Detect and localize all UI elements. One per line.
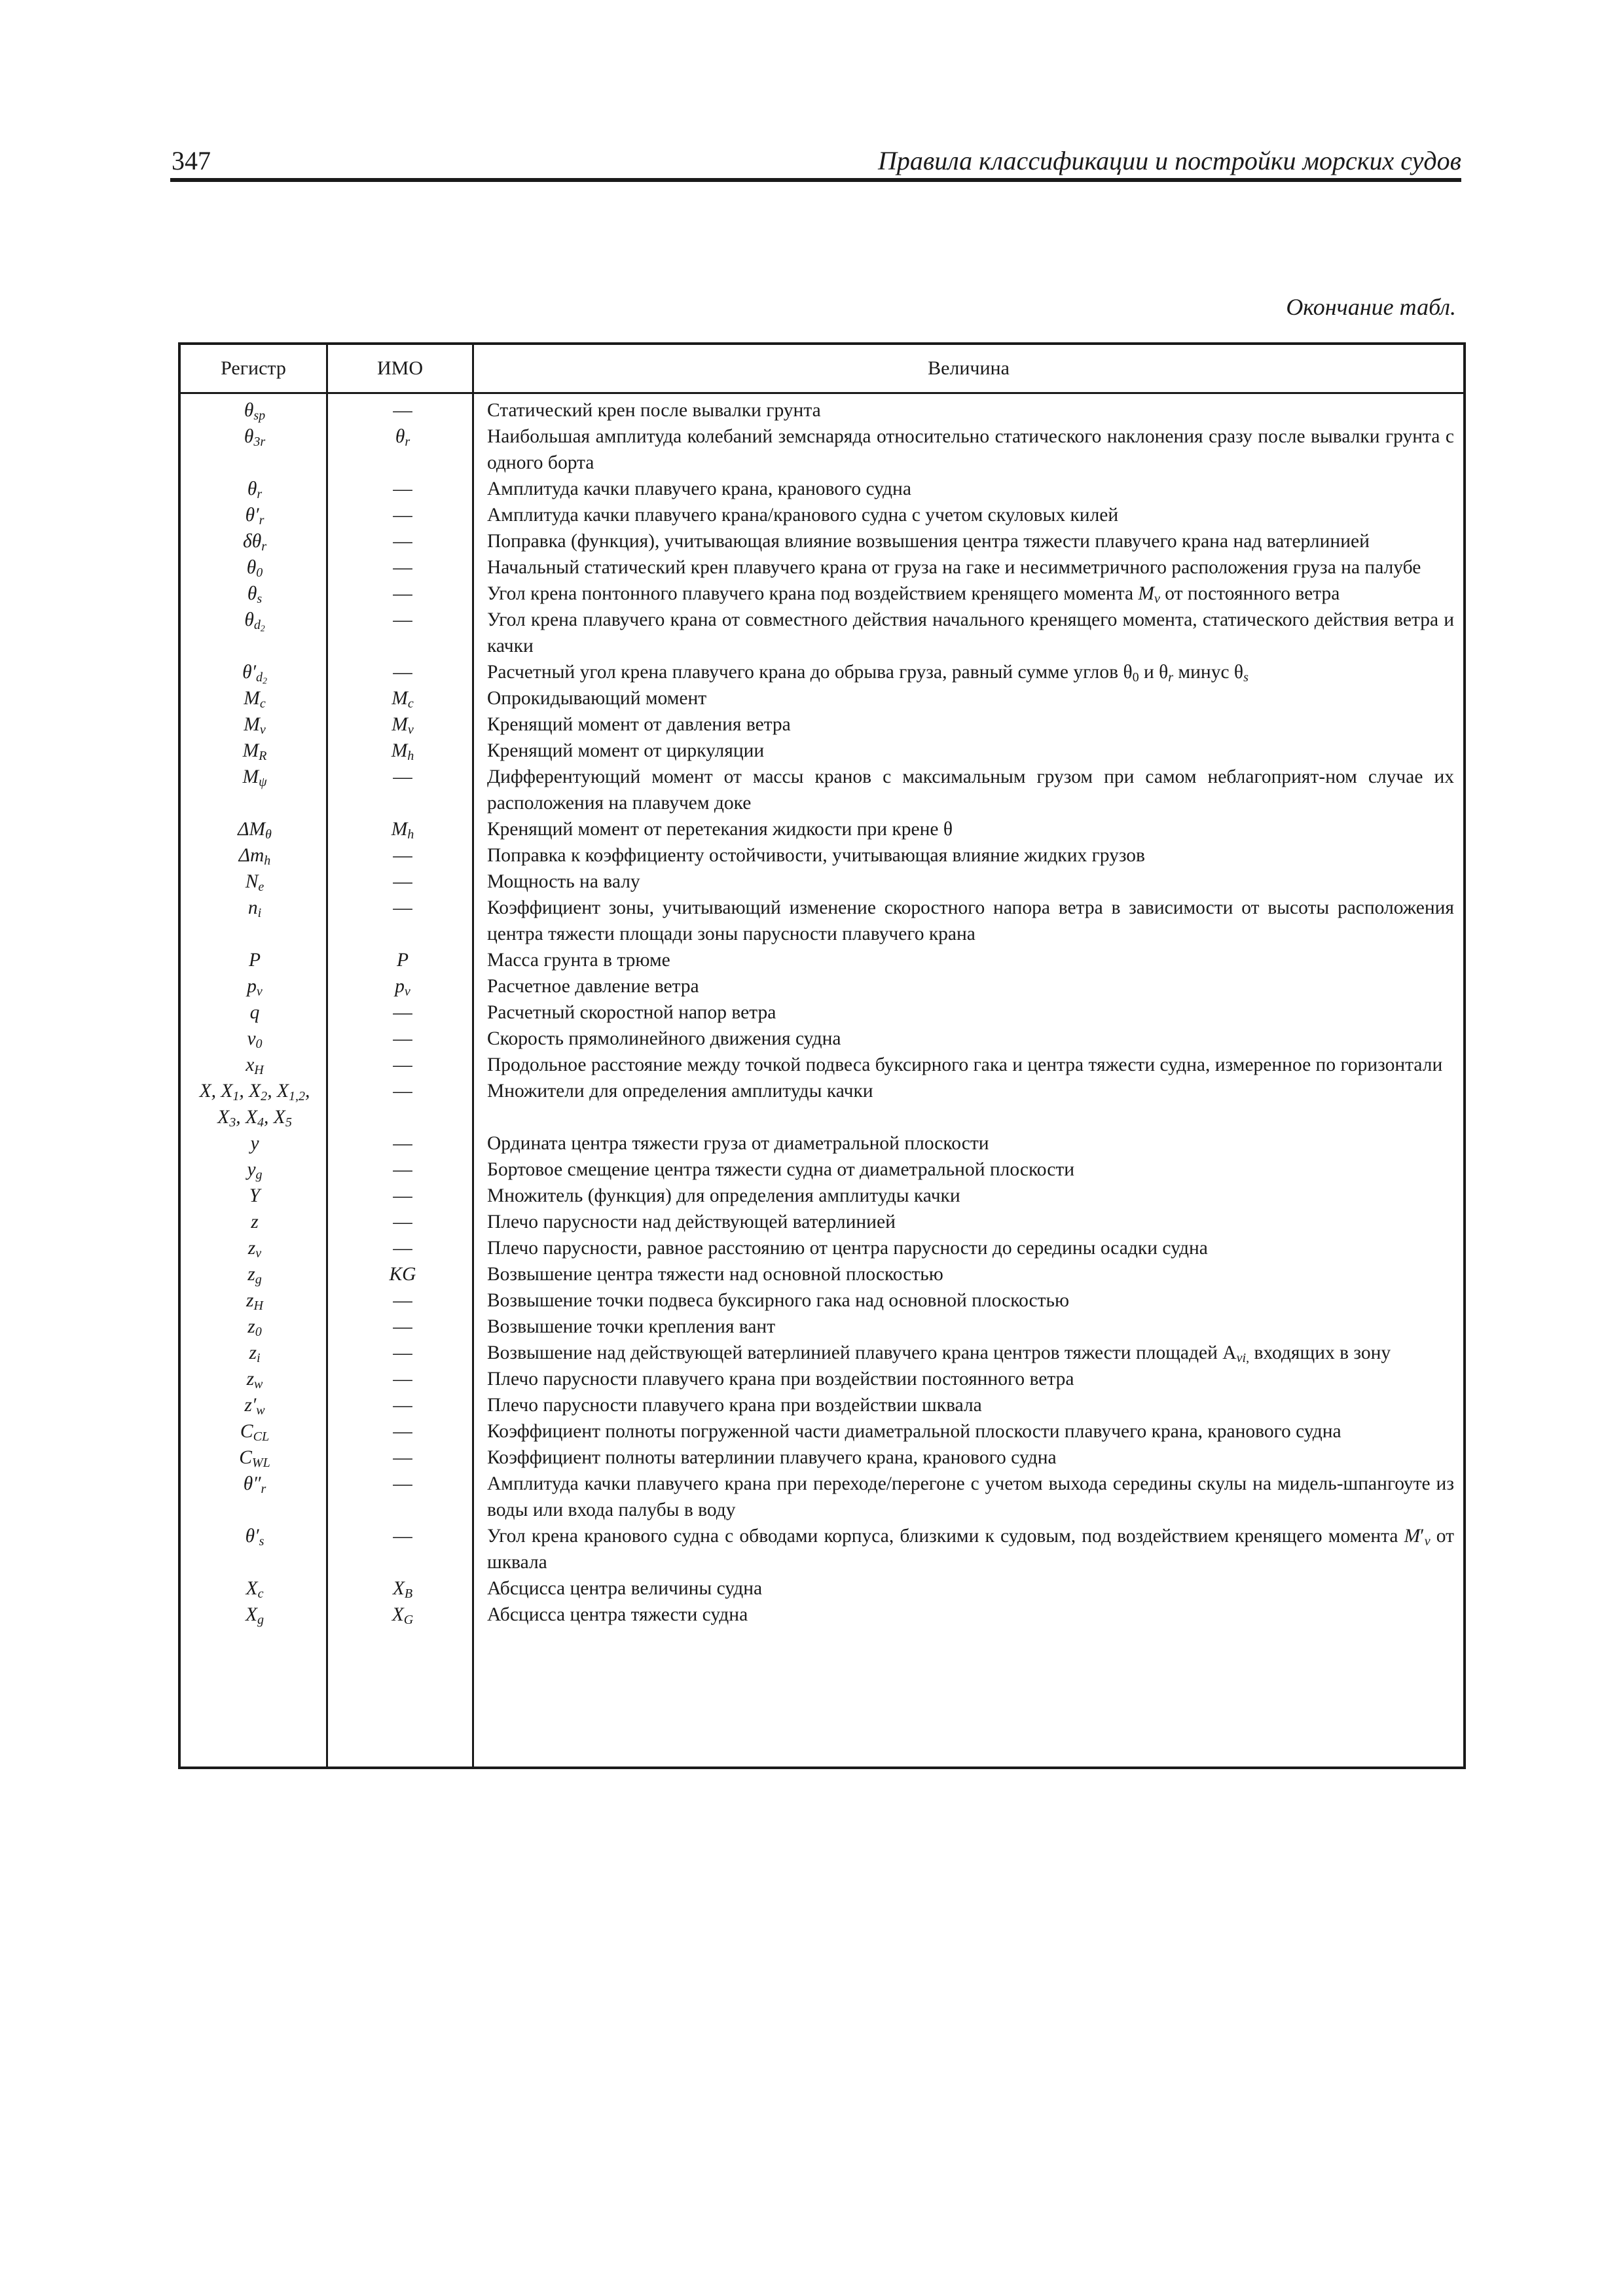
register-symbol: $z_w$ (246, 1369, 263, 1391)
table-row (181, 1340, 1463, 1366)
table-row (181, 1052, 1463, 1078)
quantity-description: Дифферентующий момент от массы кранов с максимальным грузом при самом неблагоприят-ном случае их расположения на плавучем доке (487, 766, 1454, 814)
imo-symbol: P (396, 950, 409, 971)
quantity-description: Угол крена кранового судна с обводами корпуса, близкими к судовым, под воздействием кренящего момента $M'_v$ от шквала (487, 1526, 1454, 1573)
quantity-description: Начальный статический крен плавучего крана от груза на гаке и несимметричного расположения груза на палубе (487, 557, 1421, 578)
imo-symbol: — (393, 1290, 412, 1311)
imo-symbol: — (393, 871, 412, 892)
header-divider (181, 392, 1463, 394)
register-symbol: $z_0$ (247, 1316, 262, 1339)
table-row (181, 1444, 1463, 1471)
register-symbol: $z'_w$ (244, 1395, 265, 1418)
register-symbol: $p_v$ (247, 976, 263, 999)
quantity-description: Поправка к коэффициенту остойчивости, учитывающая влияние жидких грузов (487, 845, 1145, 866)
imo-symbol: — (393, 1028, 412, 1049)
quantity-description: Ордината центра тяжести груза от диаметральной плоскости (487, 1133, 989, 1154)
register-symbol: $\theta'_r$ (245, 505, 264, 528)
imo-symbol: — (393, 531, 412, 552)
imo-symbol: — (393, 1526, 412, 1547)
register-symbol: $\theta'_{d_2}$ (242, 662, 267, 686)
imo-symbol: — (393, 1395, 412, 1416)
imo-symbol: $M_c$ (392, 688, 414, 711)
imo-symbol: — (393, 845, 412, 866)
table-caption: Окончание табл. (1286, 294, 1456, 320)
register-symbol: $X_g$ (245, 1604, 264, 1627)
imo-symbol: — (393, 1421, 412, 1442)
register-symbol: $\Delta M_\theta$ (238, 819, 272, 842)
register-symbol: $N_e$ (245, 871, 264, 894)
register-symbol: $\theta_{sp}$ (244, 400, 266, 423)
imo-symbol: — (393, 1342, 412, 1363)
register-symbol: $\theta''_r$ (243, 1473, 266, 1496)
register-symbol: $\theta_{d_2}$ (244, 609, 265, 634)
quantity-description: Коэффициент полноты погруженной части диаметральной плоскости плавучего крана, кранового судна (487, 1421, 1341, 1442)
quantity-description: Коэффициент зоны, учитывающий изменение скоростного напора ветра в зависимости от высоты расположения центра тяжести площади зоны парусности плавучего крана (487, 897, 1454, 944)
quantity-description: Амплитуда качки плавучего крана/кранового судна с учетом скуловых килей (487, 505, 1119, 526)
table-row (181, 947, 1463, 973)
quantity-description: Плечо парусности, равное расстоянию от центра парусности до середины осадки судна (487, 1238, 1208, 1259)
register-symbol: $C_{CL}$ (240, 1421, 270, 1444)
register-symbol: y (250, 1133, 259, 1154)
quantity-description: Плечо парусности плавучего крана при воздействии постоянного ветра (487, 1369, 1074, 1390)
register-symbol: $M_\psi$ (242, 766, 267, 789)
imo-symbol: — (393, 897, 412, 918)
table-row (181, 1314, 1463, 1340)
table-row (181, 1392, 1463, 1418)
quantity-description: Абсцисса центра величины судна (487, 1578, 763, 1599)
register-symbol: $\theta_{3r}$ (244, 426, 266, 449)
table-row (181, 738, 1463, 764)
imo-symbol: $M_h$ (391, 740, 414, 763)
table-row (181, 1287, 1463, 1314)
register-symbol: $y_g$ (247, 1159, 263, 1182)
table-row (181, 816, 1463, 842)
register-symbol: $C_{WL}$ (239, 1447, 270, 1470)
register-symbol: X, $X_1$, $X_2$, $X_{1,2}$, $X_3$, $X_4$, $X_5$ (199, 1081, 310, 1130)
table-row (181, 1235, 1463, 1261)
quantity-description: Кренящий момент от перетекания жидкости при крене θ (487, 819, 953, 840)
header-rule (170, 178, 1461, 182)
column-header-imo: ИМО (376, 357, 423, 379)
table-row (181, 1026, 1463, 1052)
imo-symbol: — (393, 1133, 412, 1154)
table-row (181, 711, 1463, 738)
table-row (181, 1418, 1463, 1444)
table-row (181, 607, 1463, 659)
quantity-description: Наибольшая амплитуда колебаний земснаряда относительно статического наклонения сразу после вывалки грунта с одного борта (487, 426, 1454, 473)
imo-symbol: $p_v$ (395, 976, 410, 999)
quantity-description: Статический крен после вывалки грунта (487, 400, 821, 421)
table-row (181, 528, 1463, 554)
imo-symbol: — (393, 766, 412, 787)
quantity-description: Расчетный скоростной напор ветра (487, 1002, 776, 1023)
table-row (181, 869, 1463, 895)
imo-symbol: — (393, 400, 412, 421)
quantity-description: Скорость прямолинейного движения судна (487, 1028, 841, 1049)
register-symbol: $\theta_r$ (247, 478, 263, 501)
imo-symbol: — (393, 505, 412, 526)
table-row (181, 554, 1463, 581)
imo-symbol: — (393, 1238, 412, 1259)
symbols-table (178, 342, 1466, 1769)
table-row (181, 1523, 1463, 1575)
table-row (181, 895, 1463, 947)
imo-symbol: $X_G$ (392, 1604, 414, 1627)
quantity-description: Абсцисса центра тяжести судна (487, 1604, 748, 1625)
register-symbol: $M_v$ (244, 714, 266, 737)
imo-symbol: — (393, 1316, 412, 1337)
imo-symbol: — (393, 609, 412, 630)
table-row (181, 397, 1463, 423)
quantity-description: Расчетное давление ветра (487, 976, 699, 997)
imo-symbol: — (393, 662, 412, 683)
register-symbol: $v_0$ (247, 1028, 263, 1051)
imo-symbol: $M_h$ (391, 819, 414, 842)
table-row (181, 1157, 1463, 1183)
register-symbol: $\Delta m_h$ (238, 845, 271, 868)
imo-symbol: — (393, 1081, 412, 1102)
imo-symbol: — (393, 1185, 412, 1206)
table-row (181, 423, 1463, 476)
quantity-description: Угол крена понтонного плавучего крана под воздействием кренящего момента $M_v$ от постоянного ветра (487, 583, 1340, 606)
register-symbol: q (249, 1002, 260, 1023)
imo-symbol: $M_v$ (392, 714, 414, 737)
register-symbol: $\theta_s$ (247, 583, 263, 606)
quantity-description: Опрокидывающий момент (487, 688, 707, 709)
table-row (181, 1471, 1463, 1523)
quantity-description: Кренящий момент от давления ветра (487, 714, 791, 735)
imo-symbol: — (393, 1369, 412, 1390)
table-row (181, 476, 1463, 502)
quantity-description: Возвышение точки подвеса буксирного гака над основной плоскостью (487, 1290, 1070, 1311)
quantity-description: Возвышение центра тяжести над основной плоскостью (487, 1264, 943, 1285)
table-row (181, 1261, 1463, 1287)
imo-symbol: — (393, 1002, 412, 1023)
table-row (181, 1130, 1463, 1157)
quantity-description: Множитель (функция) для определения амплитуды качки (487, 1185, 960, 1206)
running-title: Правила классификации и постройки морских судов (877, 146, 1461, 175)
table-row (181, 764, 1463, 816)
register-symbol: $X_c$ (246, 1578, 264, 1601)
quantity-description: Возвышение точки крепления вант (487, 1316, 776, 1337)
quantity-description: Плечо парусности над действующей ватерлинией (487, 1211, 896, 1232)
quantity-description: Поправка (функция), учитывающая влияние возвышения центра тяжести плавучего крана над ватерлинией (487, 531, 1370, 552)
quantity-description: Коэффициент полноты ватерлинии плавучего крана, кранового судна (487, 1447, 1057, 1468)
table-row (181, 581, 1463, 607)
quantity-description: Кренящий момент от циркуляции (487, 740, 765, 761)
column-header-register: Регистр (221, 357, 286, 379)
table-row (181, 973, 1463, 999)
imo-symbol: $\theta_r$ (395, 426, 410, 449)
table-row (181, 1575, 1463, 1602)
register-symbol: $M_R$ (242, 740, 267, 763)
quantity-description: Бортовое смещение центра тяжести судна от диаметральной плоскости (487, 1159, 1075, 1180)
quantity-description: Угол крена плавучего крана от совместного действия начального кренящего момента, статического действия ветра и качки (487, 609, 1454, 656)
quantity-description: Множители для определения амплитуды качки (487, 1081, 873, 1102)
imo-symbol: $X_B$ (392, 1578, 413, 1601)
quantity-description: Продольное расстояние между точкой подвеса буксирного гака и центра тяжести судна, измеренное по горизонтали (487, 1054, 1443, 1075)
table-row (181, 1078, 1463, 1130)
table-row (181, 842, 1463, 869)
quantity-description: Масса грунта в трюме (487, 950, 670, 971)
quantity-description: Расчетный угол крена плавучего крана до обрыва груза, равный сумме углов $\theta_0$ и $\theta_r$ минус $\theta_s$ (487, 662, 1249, 685)
table-row (181, 659, 1463, 685)
register-symbol: $z_H$ (246, 1290, 263, 1313)
imo-symbol: — (393, 557, 412, 578)
table-row (181, 502, 1463, 528)
table-row (181, 1209, 1463, 1235)
register-symbol: P (248, 950, 261, 971)
table-row (181, 1183, 1463, 1209)
imo-symbol: KG (389, 1264, 416, 1285)
imo-symbol: — (393, 1473, 412, 1494)
imo-symbol: — (393, 1054, 412, 1075)
register-symbol: $\theta'_s$ (245, 1526, 264, 1549)
table-row (181, 999, 1463, 1026)
register-symbol: $z_g$ (247, 1264, 262, 1287)
register-symbol: $\delta\theta_r$ (242, 531, 267, 554)
imo-symbol: — (393, 583, 412, 604)
imo-symbol: — (393, 1211, 412, 1232)
register-symbol: $z_i$ (249, 1342, 261, 1365)
register-symbol: z (251, 1211, 259, 1232)
register-symbol: $M_c$ (244, 688, 266, 711)
column-header-quantity: Величина (928, 357, 1010, 379)
register-symbol: $n_i$ (247, 897, 262, 920)
register-symbol: $x_H$ (246, 1054, 264, 1077)
imo-symbol: — (393, 1447, 412, 1468)
quantity-description: Амплитуда качки плавучего крана при переходе/перегоне с учетом выхода середины скулы на мидель-шпангоуте из воды или входа палубы в воду (487, 1473, 1454, 1520)
register-symbol: Y (249, 1185, 261, 1206)
table-row (181, 1366, 1463, 1392)
table-body (181, 397, 1463, 1628)
quantity-description: Возвышение над действующей ватерлинией плавучего крана центров тяжести площадей $A_{vi,}$ входящих в зону (487, 1342, 1391, 1365)
table-row (181, 685, 1463, 711)
quantity-description: Мощность на валу (487, 871, 640, 892)
register-symbol: $z_v$ (247, 1238, 262, 1261)
table-row (181, 1602, 1463, 1628)
quantity-description: Амплитуда качки плавучего крана, кранового судна (487, 478, 911, 499)
register-symbol: $\theta_0$ (246, 557, 263, 580)
page-number: 347 (172, 146, 211, 175)
quantity-description: Плечо парусности плавучего крана при воздействии шквала (487, 1395, 982, 1416)
imo-symbol: — (393, 1159, 412, 1180)
imo-symbol: — (393, 478, 412, 499)
